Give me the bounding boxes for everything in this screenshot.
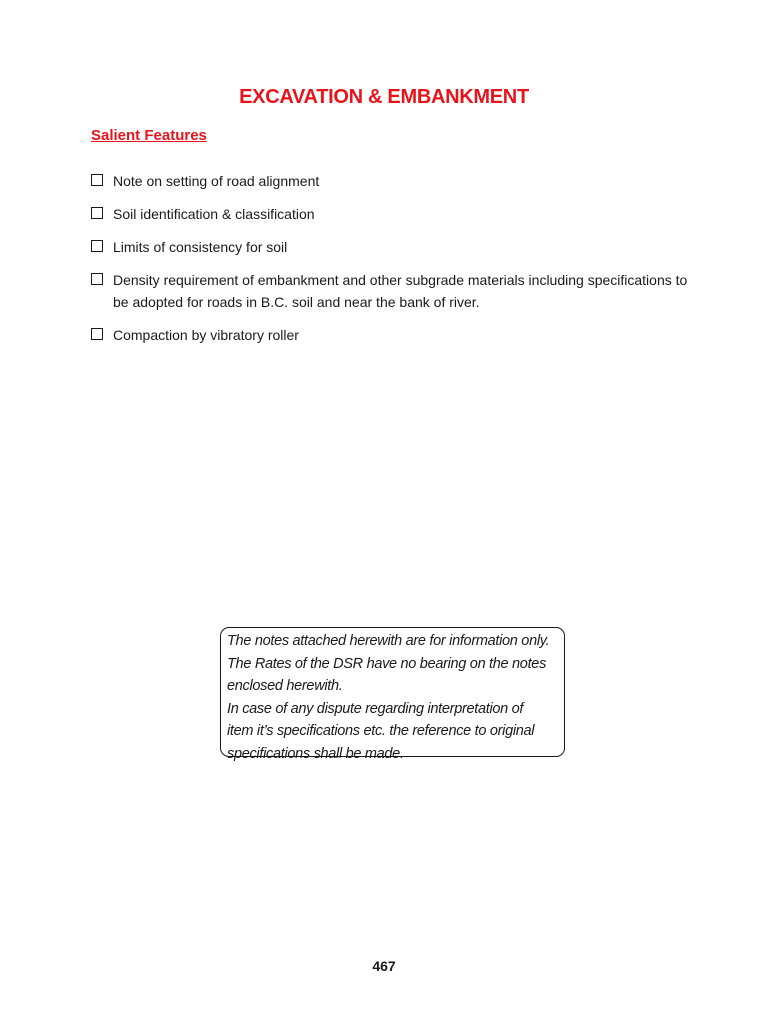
checkbox-icon [91, 328, 103, 340]
checkbox-icon [91, 273, 103, 285]
list-item [91, 170, 691, 192]
feature-list [91, 170, 691, 357]
section-heading: Salient Features [91, 127, 207, 144]
list-item-text: Compaction by vibratory roller [113, 327, 299, 343]
list-item-text: Note on setting of road alignment [113, 173, 320, 189]
list-item [91, 324, 691, 346]
notice-line: The notes attached herewith are for information only. [227, 633, 550, 649]
list-item [91, 269, 691, 313]
page-number: 467 [372, 958, 396, 974]
list-item [91, 236, 691, 258]
checkbox-icon [91, 174, 103, 186]
notice-line: In case of any dispute regarding interpretation of [227, 700, 524, 717]
list-item-text: Soil identification & classification [113, 206, 315, 222]
page-title: EXCAVATION & EMBANKMENT [239, 86, 529, 108]
list-item [91, 203, 691, 225]
checkbox-icon [91, 207, 103, 219]
checkbox-icon [91, 240, 103, 252]
disclaimer-notice-box [220, 627, 565, 762]
notice-line: The Rates of the DSR have no bearing on the notes [227, 655, 547, 672]
notice-line: specifications shall be made. [227, 745, 404, 762]
list-item-text: Limits of consistency for soil [113, 239, 288, 255]
list-item-text: Density requirement of embankment and other subgrade materials including specifications to be adopted for roads in B.C. soil and near the bank of river. [113, 272, 688, 310]
notice-line: enclosed herewith. [227, 678, 343, 694]
notice-line: item it’s specifications etc. the reference to original [227, 723, 535, 739]
